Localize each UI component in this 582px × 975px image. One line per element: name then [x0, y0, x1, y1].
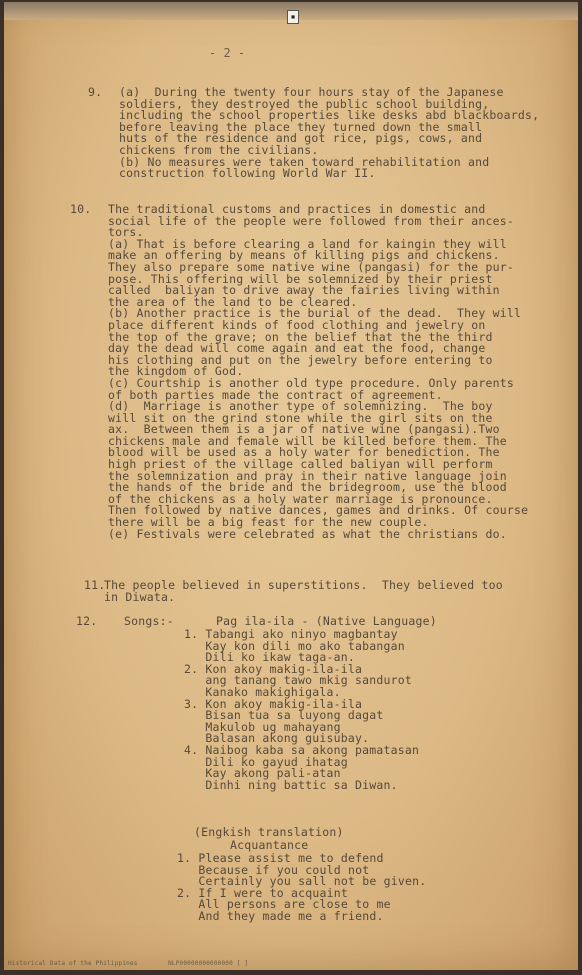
text-line: And they made me a friend. — [177, 908, 384, 923]
item-11-number: 11. — [84, 578, 106, 592]
text-line: (a) During the twenty four hours stay of the Japanese — [119, 85, 504, 99]
text-line: tors. — [108, 225, 144, 240]
text-line: Dili ko ikaw taga-an. — [184, 650, 355, 665]
text-line: blood will be used as a holy water for benediction. The — [108, 445, 500, 460]
text-line: Kay akong pali-atan — [184, 766, 341, 781]
text-line: huts of the residence and got rice, pigs, cows, and — [119, 131, 483, 146]
text-line: Then followed by native dances, games and drinks. Of course — [108, 503, 529, 518]
text-line: high priest of the village called baliyan will perform — [108, 457, 493, 472]
text-line: 1. Tabangi ako ninyo magbantay — [184, 627, 398, 641]
text-line: 1. Please assist me to defend — [177, 851, 384, 865]
text-line: 3. Kon akoy makig-ila-ila — [184, 696, 363, 711]
text-line: the hands of the bride and the bridegroom, use the blood — [108, 480, 507, 495]
text-line: The people believed in superstitions. They believed too — [104, 578, 503, 592]
text-line: (b) No measures were taken toward rehabilitation and — [119, 154, 490, 169]
native-song-lyrics — [184, 629, 419, 791]
text-line: The traditional customs and practices in domestic and — [108, 202, 486, 216]
paper-clip-icon: ▪ — [287, 10, 299, 24]
text-line: (a) That is before clearing a land for kaingin they will — [108, 236, 507, 251]
text-line: before leaving the place they turned down the small — [119, 119, 483, 134]
text-line: 4. Naibog kaba sa akong pamatasan — [184, 742, 420, 757]
text-line: will sit on the grind stone while the girl sits on the — [108, 410, 493, 425]
text-line: Bisan tua sa luyong dagat — [184, 708, 384, 723]
text-line: make an offering by means of killing pigs and chickens. — [108, 248, 500, 263]
english-song-lyrics — [177, 853, 426, 923]
text-line: All persons are close to me — [177, 897, 391, 912]
text-line: the top of the grave; on the belief that the the third — [108, 329, 493, 344]
item-11-text — [104, 580, 503, 603]
text-line: (d) Marriage is another type of solemnizing. The boy — [108, 399, 493, 414]
item-12-number: 12. — [76, 614, 98, 628]
text-line: ax. Between them is a jar of native wine (pangasi).Two — [108, 422, 500, 437]
text-line: there will be a big feast for the new couple. — [108, 515, 429, 530]
text-line: They also prepare some native wine (pangasi) for the pur- — [108, 259, 515, 274]
text-line: (b) Another practice is the burial of the dead. They will — [108, 306, 522, 321]
song-title: Pag ila-ila - (Native Language) — [216, 614, 437, 628]
text-line: his clothing and put on the jewelry before entering to — [108, 352, 493, 367]
text-line: Balasan akong guisubay. — [184, 731, 370, 746]
text-line: Dili ko gayud ihatag — [184, 754, 348, 769]
archive-footer: Historical Data of the Philippines NLP00000000000000 [ ] — [8, 960, 249, 967]
text-line: the area of the land to be cleared. — [108, 294, 358, 309]
text-line: Makulob ug mahayang — [184, 719, 341, 734]
text-line: Because if you could not — [177, 862, 370, 877]
document-page — [4, 2, 578, 970]
item-9-number: 9. — [88, 85, 103, 99]
text-line: Kay kon dili mo ako tabangan — [184, 638, 405, 653]
english-song-subtitle: Acquantance — [230, 838, 309, 852]
text-line: place different kinds of food clothing and jewelry on — [108, 317, 486, 332]
english-translation-title: (Engkish translation) — [194, 825, 344, 839]
text-line: Certainly you sall not be given. — [177, 874, 427, 889]
text-line: pose. This offering will be solemnized by their priest — [108, 271, 493, 286]
text-line: construction following World War II. — [119, 166, 376, 181]
text-line: 2. Kon akoy makig-ila-ila — [184, 661, 363, 676]
text-line: 2. If I were to acquaint — [177, 885, 348, 900]
text-line: called baliyan to drive away the fairies living within — [108, 283, 500, 298]
text-line: in Diwata. — [104, 589, 176, 604]
text-line: social life of the people were followed from their ances- — [108, 213, 515, 228]
page-number: - 2 - — [209, 46, 246, 60]
item-10-number: 10. — [70, 202, 92, 216]
text-line: (c) Courtship is another old type procedure. Only parents — [108, 375, 515, 390]
text-line: the solemnization and pray in their native language join — [108, 468, 507, 483]
text-line: ang tanang tawo mkig sandurot — [184, 673, 412, 688]
item-9-text — [119, 87, 539, 180]
text-line: soldiers, they destroyed the public school building, — [119, 96, 490, 111]
text-line: (e) Festivals were celebrated as what the christians do. — [108, 526, 507, 541]
text-line: Dinhi ning battic sa Diwan. — [184, 777, 398, 792]
text-line: chickens male and female will be killed before them. The — [108, 433, 507, 448]
text-line: the kingdom of God. — [108, 364, 244, 379]
text-line: of the chickens as a holy water marriage is pronounce. — [108, 491, 493, 506]
item-10-text — [108, 204, 528, 540]
text-line: including the school properties like desks abd blackboards, — [119, 108, 540, 123]
text-line: day the dead will come again and eat the food, change — [108, 341, 486, 356]
songs-label: Songs:- — [124, 614, 174, 628]
text-line: of both parties made the contract of agreement. — [108, 387, 443, 402]
text-line: chickens from the civilians. — [119, 142, 319, 157]
text-line: Kanako makighigala. — [184, 684, 341, 699]
